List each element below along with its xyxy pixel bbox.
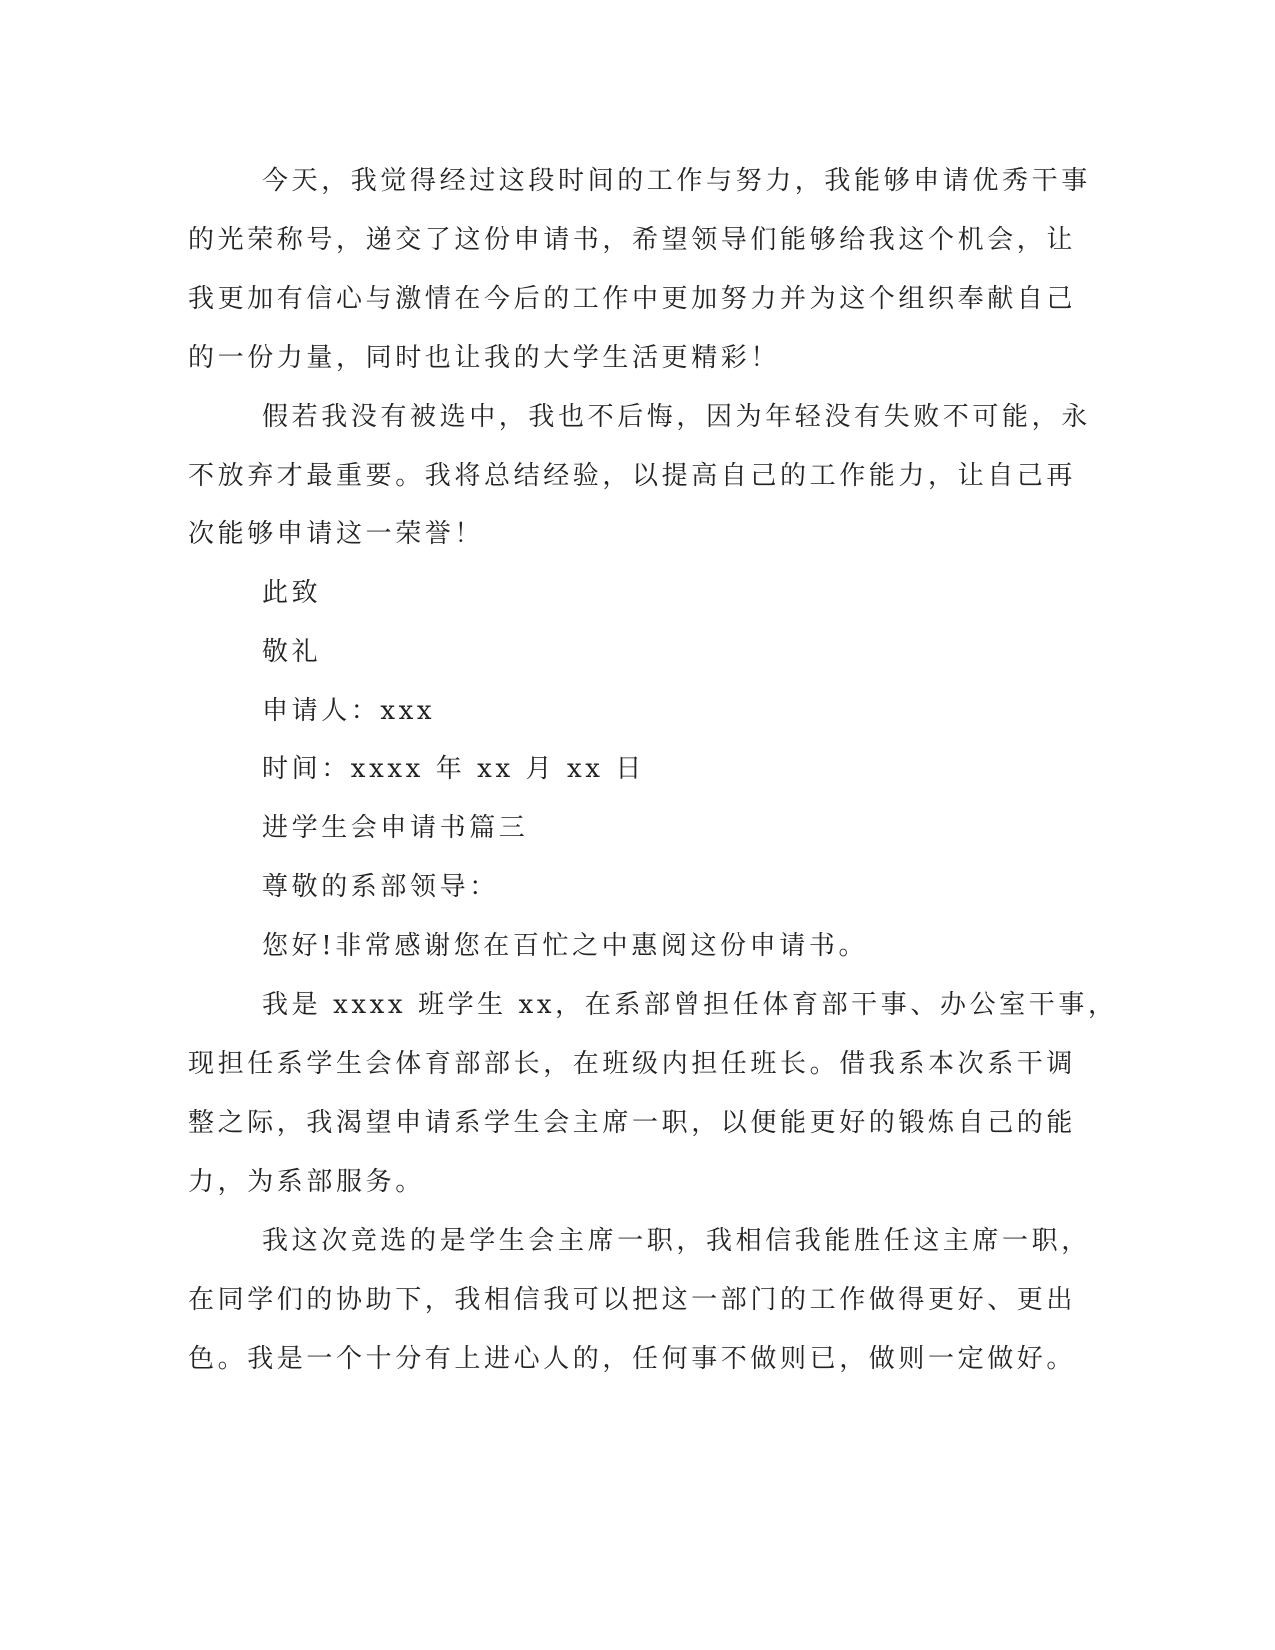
text-line: 色。我是一个十分有上进心人的，任何事不做则已，做则一定做好。 bbox=[188, 1344, 1077, 1374]
text-line: 我是 xxxx 班学生 xx，在系部曾担任体育部干事、办公室干事， bbox=[262, 990, 1118, 1020]
greeting: 尊敬的系部领导： bbox=[262, 872, 499, 902]
text-line: 不放弃才最重要。我将总结经验，以提高自己的工作能力，让自己再 bbox=[188, 461, 1077, 491]
text-line: 整之际，我渴望申请系学生会主席一职，以便能更好的锻炼自己的能 bbox=[188, 1108, 1077, 1138]
closing-salutation: 此致 bbox=[262, 578, 322, 608]
text-line: 今天，我觉得经过这段时间的工作与努力，我能够申请优秀干事 bbox=[262, 166, 1091, 196]
text-line: 的一份力量，同时也让我的大学生活更精彩！ bbox=[188, 343, 781, 373]
text-line: 现担任系学生会体育部部长，在班级内担任班长。借我系本次系干调 bbox=[188, 1049, 1077, 1079]
text-line: 假若我没有被选中，我也不后悔，因为年轻没有失败不可能，永 bbox=[262, 402, 1091, 432]
section-title: 进学生会申请书篇三 bbox=[262, 813, 529, 843]
closing-regards: 敬礼 bbox=[262, 637, 322, 667]
text-line: 在同学们的协助下，我相信我可以把这一部门的工作做得更好、更出 bbox=[188, 1285, 1077, 1315]
date-line: 时间：xxxx 年 xx 月 xx 日 bbox=[262, 754, 646, 784]
applicant-name: 申请人：xxx bbox=[262, 696, 436, 726]
text-line: 您好!非常感谢您在百忙之中惠阅这份申请书。 bbox=[262, 931, 869, 961]
text-line: 力，为系部服务。 bbox=[188, 1167, 425, 1197]
text-line: 我这次竞选的是学生会主席一职，我相信我能胜任这主席一职， bbox=[262, 1226, 1091, 1256]
text-line: 我更加有信心与激情在今后的工作中更加努力并为这个组织奉献自己 bbox=[188, 284, 1077, 314]
text-line: 次能够申请这一荣誉！ bbox=[188, 519, 485, 549]
text-line: 的光荣称号，递交了这份申请书，希望领导们能够给我这个机会，让 bbox=[188, 225, 1077, 255]
